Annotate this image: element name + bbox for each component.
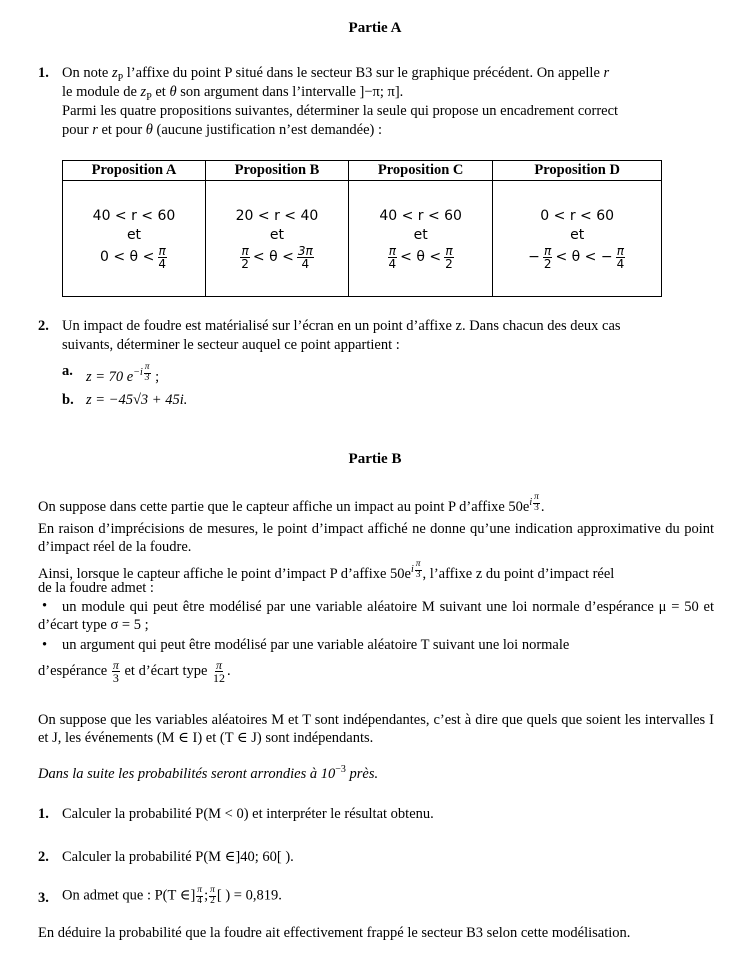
- part-b-q3-number: 3.: [38, 890, 49, 906]
- numerator: π: [445, 244, 453, 258]
- part-b-q1: Calculer la probabilité P(M < 0) et interpréter le résultat obtenu.: [62, 806, 434, 822]
- fraction: [616, 245, 626, 270]
- text: Dans la suite les probabilités seront arrondies à 10: [38, 765, 336, 782]
- fraction: [209, 886, 216, 906]
- denominator: 3: [112, 671, 119, 685]
- fraction: [297, 245, 314, 270]
- text: Ainsi, lorsque le capteur affiche le point d’impact P d’affixe 50e: [38, 566, 411, 583]
- part-b-rounding-note: [38, 764, 378, 783]
- propositions-table: [62, 160, 662, 297]
- fraction: [543, 245, 553, 270]
- part-b-bullet-1: un module qui peut être modélisé par une variable aléatoire M suivant une loi normale d’espérance μ = 50 et d’écart type σ = 5 ;: [38, 599, 714, 633]
- r-range: 20 < r < 40: [235, 208, 319, 224]
- fraction: [157, 245, 167, 270]
- fraction: [533, 493, 540, 513]
- inequality: < θ <: [400, 249, 442, 265]
- part-a-q2-line1: Un impact de foudre est matérialisé sur l’écran en un point d’affixe z. Dans chacun des deux cas: [62, 318, 621, 334]
- part-a-q2b-label: b.: [62, 392, 74, 408]
- denominator: 3: [144, 372, 150, 383]
- r-symbol: r: [603, 65, 610, 81]
- table-header: Proposition D: [493, 161, 662, 181]
- proposition-d-cell: [493, 181, 662, 297]
- denominator: 3: [534, 502, 539, 513]
- numerator: π: [415, 559, 421, 569]
- denominator: 4: [388, 257, 397, 271]
- proposition-c-cell: [348, 181, 492, 297]
- denominator: 2: [543, 257, 552, 271]
- part-b-q3: [62, 886, 282, 906]
- bullet-icon: •: [42, 598, 48, 614]
- fraction: [212, 659, 226, 684]
- zp-subscript: P: [117, 72, 124, 84]
- proposition-a-cell: [63, 181, 206, 297]
- numerator: π: [388, 244, 396, 258]
- text: le module de: [62, 84, 141, 100]
- exponent: −3: [335, 764, 346, 775]
- interval: ]−π; π].: [359, 84, 404, 100]
- et-label: et: [570, 227, 585, 243]
- text: On suppose dans cette partie que le capteur affiche un impact au point P d’affixe 50e: [38, 499, 530, 516]
- numerator: π: [197, 885, 203, 895]
- part-a-q2a-expr: [86, 363, 159, 386]
- part-a-q1-line2: [62, 84, 403, 103]
- table-header: Proposition A: [63, 161, 206, 181]
- part-a-q1-line3: Parmi les quatre propositions suivantes, déterminer la seule qui propose un encadrement correct: [62, 103, 619, 119]
- r-range: 40 < r < 60: [379, 208, 462, 224]
- text: et: [151, 84, 170, 100]
- part-a-q2-number: 2.: [38, 318, 49, 334]
- theta-range: [64, 245, 204, 270]
- minus-sign: −: [528, 249, 540, 265]
- numerator: π: [534, 492, 539, 502]
- numerator: π: [216, 658, 223, 672]
- zp-subscript: P: [146, 91, 152, 103]
- denominator: 2: [445, 257, 453, 271]
- bullet-icon: •: [42, 637, 48, 653]
- numerator: π: [158, 244, 166, 258]
- text: [ ) = 0,819.: [216, 887, 282, 904]
- inequality: < θ <: [252, 249, 294, 265]
- part-a-q1-line4: [62, 122, 382, 139]
- denominator: 4: [158, 257, 166, 271]
- theta-range: [207, 245, 347, 270]
- r-range: 0 < r < 60: [540, 208, 615, 224]
- et-label: et: [126, 227, 142, 243]
- part-b-paragraph-6: En déduire la probabilité que la foudre ait effectivement frappé le secteur B3 selon cette modélisation.: [38, 925, 631, 941]
- text: d’espérance: [38, 662, 111, 679]
- text: .: [227, 662, 231, 679]
- part-b-paragraph-3-line2: de la foudre admet :: [38, 580, 154, 596]
- text: ;: [204, 887, 209, 904]
- part-b-intro: [38, 493, 545, 516]
- text: .: [540, 499, 545, 516]
- text: , l’affixe z du point d’impact réel: [422, 566, 615, 583]
- text: l’affixe du point P situé dans le secteur B3 sur le graphique précédent. On appelle: [123, 65, 604, 81]
- proposition-b-cell: [205, 181, 348, 297]
- exponent: i: [411, 564, 414, 576]
- inequality: 0 < θ <: [100, 249, 155, 265]
- part-b-q2-number: 2.: [38, 849, 49, 865]
- fraction: [240, 245, 250, 270]
- part-b-paragraph-4: On suppose que les variables aléatoires M et T sont indépendantes, c’est à dire que quels que soient les intervalles I et J, les événements (M ∈ I) et (T ∈ J) sont indépendants.: [38, 712, 714, 746]
- fraction: [112, 659, 120, 684]
- part-a-q1-number: 1.: [38, 65, 49, 81]
- part-b-bullet-2-line1: un argument qui peut être modélisé par une variable aléatoire T suivant une loi normale: [62, 637, 570, 653]
- text: et pour: [97, 122, 146, 138]
- r-range: 40 < r < 60: [92, 208, 176, 224]
- text: On note: [62, 65, 112, 81]
- expression: z = 70 e: [86, 369, 134, 386]
- text: On admet que : P(T ∈]: [62, 887, 196, 904]
- part-a-q2-line2: suivants, déterminer le secteur auquel ce point appartient :: [62, 337, 400, 353]
- theta-range: [494, 245, 660, 270]
- fraction: [388, 245, 398, 270]
- part-a-q2a-label: a.: [62, 363, 73, 379]
- denominator: 2: [241, 257, 249, 271]
- et-label: et: [413, 227, 428, 243]
- et-label: et: [269, 227, 285, 243]
- part-b-paragraph-2: En raison d’imprécisions de mesures, le point d’impact affiché ne donne qu’une indication approximative du point d’impact réel de la foudre.: [38, 521, 714, 555]
- text: ;: [151, 369, 160, 386]
- zp-symbol: z: [111, 65, 118, 81]
- numerator: π: [544, 244, 552, 258]
- text: près.: [345, 765, 379, 782]
- text: et d’écart type: [120, 662, 212, 679]
- denominator: 12: [213, 671, 226, 685]
- part-b-q2: Calculer la probabilité P(M ∈]40; 60[ ).: [62, 849, 294, 865]
- fraction: [144, 363, 151, 383]
- table-header-row: [63, 161, 662, 181]
- part-a-title: Partie A: [348, 20, 402, 36]
- denominator: 4: [301, 257, 310, 271]
- part-b-title: Partie B: [348, 451, 402, 467]
- theta-range: [350, 245, 491, 270]
- table-header: Proposition C: [348, 161, 492, 181]
- exponent: i: [529, 497, 533, 509]
- theta-symbol: θ: [145, 122, 153, 138]
- table-header: Proposition B: [205, 161, 348, 181]
- text: (aucune justification n’est demandée) :: [152, 122, 383, 138]
- theta-symbol: θ: [169, 84, 177, 100]
- text: son argument dans l’intervalle: [176, 84, 360, 100]
- denominator: 3: [415, 569, 421, 580]
- numerator: π: [241, 244, 249, 258]
- denominator: 4: [616, 257, 625, 271]
- part-b-q1-number: 1.: [38, 806, 49, 822]
- table-row: [63, 181, 662, 297]
- zp-symbol: z: [140, 84, 147, 100]
- numerator: 3π: [297, 244, 313, 258]
- part-a-q1-line1: [62, 65, 609, 84]
- part-a-q2b-expr: z = −45√3 + 45i.: [86, 392, 188, 408]
- inequality: < θ < −: [555, 249, 613, 265]
- numerator: π: [616, 244, 625, 258]
- denominator: 2: [210, 895, 215, 906]
- fraction: [415, 560, 422, 580]
- denominator: 4: [197, 895, 203, 906]
- r-symbol: r: [92, 122, 98, 138]
- part-b-bullet-2-line2: [38, 659, 231, 684]
- exponent: −i: [133, 367, 143, 379]
- numerator: π: [112, 658, 119, 672]
- fraction: [444, 245, 454, 270]
- text: pour: [62, 122, 93, 138]
- numerator: π: [144, 362, 150, 372]
- fraction: [196, 886, 203, 906]
- numerator: π: [210, 885, 215, 895]
